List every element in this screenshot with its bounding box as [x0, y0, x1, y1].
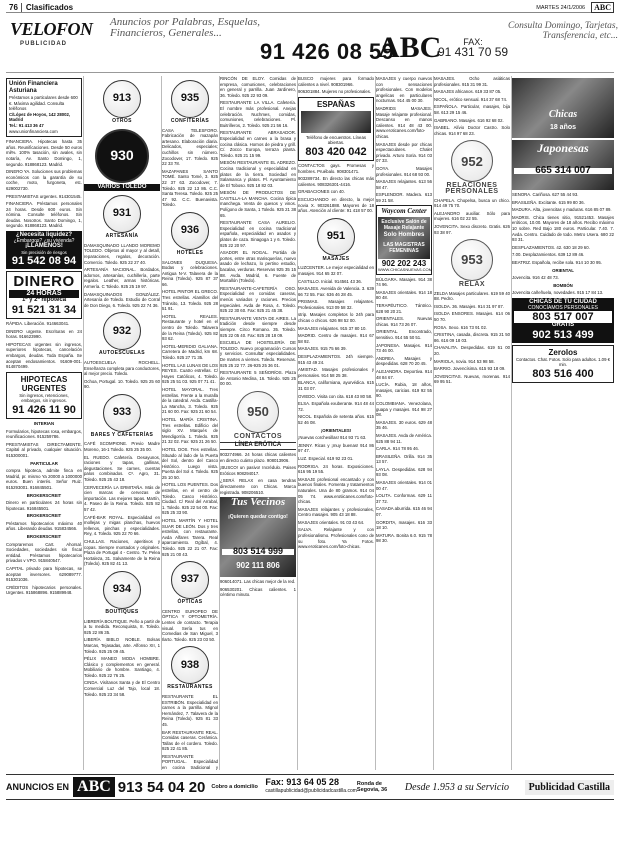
classified-item: JOVENCITA. Sexo discreto. Gratis. 626 93 38 97.: [434, 223, 510, 235]
section-label: ÓPTICAS: [177, 599, 203, 606]
tus-vecinos-sub: ¡Quieren quedar contigo!: [228, 514, 288, 521]
tus-vecinos-ad: [220, 497, 296, 577]
classified-item: CINDA. Visítanos Santa y de El Centro Comercial Luz del Tajo, local 18. Toledo. 925 23 34 58.: [84, 680, 160, 697]
classified-item: MARIOLA, novia. 914 53 98 58.: [434, 358, 495, 364]
classified-item: MASAJES relajantes. 613 56 58 47.: [376, 179, 432, 190]
classified-item: Ochoa, Portugal. 10. Toledo. 925 25 60 90.: [84, 378, 160, 390]
section-label: BOUTIQUES: [105, 608, 139, 615]
classified-item: CAPITAL privado para hipotecas, se aceptan inversores. 629089777. 915301036.: [6, 566, 82, 583]
classified-item: Dinero en particulares 24 horas sin hipotecas. 916845501.: [6, 500, 82, 511]
classified-item: ISABEL. Alívio Doctor Castro. Solo chicas. 914 97 68 23.: [434, 125, 510, 136]
classified-item: RESTAURANTE VENTA DE AIRES. La tradición desde siempre desde siempre. Circo Romano. 35. Toledo. 925 22 05 40. Fax: 925 28 18 09.: [220, 315, 296, 338]
japonesas-ad: [512, 140, 614, 190]
column-8: [512, 76, 614, 770]
classified-item: Compraremos Cart. Ahorsal. Sociedades, sociedades sin fiscal entidad. Préstamos hipotecarios privados v VPO. 915840547.: [6, 541, 82, 564]
footer-publicidad-castilla: Publicidad Castilla: [525, 780, 614, 795]
section-label: BARES Y CAFETERÍAS: [90, 431, 154, 438]
classified-item: ¿SERÁ RELAX en casa tendras directamente con Chicas. Marca registrada. 908206510.: [220, 478, 296, 495]
classified-item: RÁPIDA. Liberación. 914663041.: [6, 321, 70, 327]
classified-item: MASAJES relajantes y profesionales, Centro masajes. 905 43 18 88.: [298, 506, 374, 518]
page-number: 76: [6, 3, 22, 12]
banner-phone: 91 426 08 59: [260, 39, 395, 64]
classified-item: 903289734. En directo las chicas más calientes. 908326301-4416.: [298, 176, 374, 187]
classified-item: AMISTAD. Masajes profesionales y personales. 914 58 25 38.: [298, 367, 374, 378]
waycom-line2: Solo Hombres: [383, 232, 425, 239]
classified-heading: ¡ORIENTALES!: [320, 427, 352, 433]
classified-item: GORDITA, masajes. 616 33 18 10.: [376, 519, 432, 531]
section-badge-952: 952: [451, 140, 493, 182]
classified-item: compra hipoteca, admite finca en Madrid, pr. mismo Ya 20000 a 1000000 euros. Buen interés. Señor Ruiz. 915293001. 916845501.: [6, 468, 82, 490]
classified-item: MATURA. Bonita 6.0. 915 78 98 30.: [376, 532, 432, 544]
classified-item: ISOLDA. 36. Masajes. 914 31 97 87.: [434, 303, 504, 309]
classified-item: DESPLAZAMIENTOS. 42. 630 18 29 60.: [512, 244, 590, 250]
section-label: RELACIONES PERSONALES: [445, 182, 499, 195]
classified-item: Jovencita. 916 42 48 73.: [512, 275, 559, 281]
classified-item: GABRIANO. Masajes. 616 92 68 02.: [434, 117, 504, 123]
classified-item: CAFÉ SCOMPIONE. Previo Madre Moreno, 16-1 Toledo. 925 25 35 00.: [84, 441, 160, 453]
fax-label: FAX:: [463, 37, 483, 47]
classified-item: CERVECERÍA LA ERMITAÑA. Más de cien marcas de cervezas de importación. Las mejores tapas. Martín, 4. Paseo de la Reina. Toledo. 925 82 57 42.: [84, 484, 160, 512]
section-label: RESTAURANTES: [167, 684, 213, 691]
page-date: MARTES 24/1/2006: [536, 4, 586, 11]
classified-item: CAFÉ-BAR ROYAL. Especialidad en mollejas y migas planchas, huevos rellenos, pinchas y especialidades. Rey, 4. Toledo. 925 22 70 66.: [84, 514, 160, 537]
tus-vecinos-phone1: 803 514 999: [222, 549, 294, 555]
classified-item: ESCUCHANDO en directo, la mejor novia X. 903261888. Mayores de 18 años. Atención al cliente: 91 418 57 00.: [298, 196, 374, 214]
classified-heading: BROKERSCREIT: [26, 492, 62, 498]
section-badge-931: 931: [103, 195, 141, 233]
classified-item: MASAJES orientales. 914 01 00 47.: [376, 480, 432, 491]
column-4: [220, 76, 296, 770]
waycom-line1: Exclusive Salón de Masaje Relajante: [381, 219, 427, 232]
classified-item: ROSA. Sexo. 616 73 91 02.: [434, 324, 488, 330]
classified-item: ALEJANDRA. Deportiva. 914 48 84 67.: [376, 368, 432, 380]
classified-item: 906301884. Mujeres no profesionales.: [298, 89, 372, 95]
section-label: VARIOS TOLEDO: [84, 184, 160, 192]
classified-item: HOTEL LAS LUNAS DE LOS REYES. Cuatro estrellas. C/ Hayes Católicos, 4. Toledo. 925 25 51 03. 925 07 71 41.: [162, 362, 218, 385]
classified-heading: INTERIAN: [33, 420, 55, 426]
liquidez-line3: ¡LLÁMENOS!: [25, 243, 63, 250]
classified-item: LOLITA. Conformas. 629 11 37 72.: [376, 493, 432, 504]
footer-desde: Desde 1.953 a su Servicio: [404, 781, 510, 793]
dinero-ad: [6, 271, 82, 319]
section-badge-951: 951: [317, 218, 355, 256]
banner-tagline-right: Consulta Domingo, Tarjetas, Transferencia, etc...: [508, 21, 618, 41]
classified-item: CARLA. 914 78 95 46.: [376, 446, 419, 452]
classified-item: MASAJES relajantes. 915 37 80 10.: [298, 325, 367, 331]
classified-heading: BROKERSCREIT: [26, 513, 62, 519]
classified-item: SENORA. Cariñosa. 627 55 44 93.: [512, 192, 579, 197]
classified-item: OVIEDO. Visita con cita. 618 43 80 58.: [298, 393, 373, 399]
espanas-title: ESPAÑAS: [316, 99, 356, 109]
section-label: RELAX: [458, 281, 486, 289]
dinero-phone: 91 521 31 34: [11, 304, 77, 317]
zerolos-body: Contactos. Chat. Fotos. Solo para adultos. 1.09 € min.: [515, 356, 611, 368]
classified-item: RESTAURANTE CASA AURELIO. Especialidad en cocina tradicional española, especialidad en asados y platos de caza. Sinagoga 1 y 6. Toledo. 925 22 20 97.: [220, 220, 296, 248]
classified-item: AUTOESCUELA ROCHELL. Enseñanza completa para conductores, al mejor precio. Toledo.: [84, 359, 160, 377]
union-ad-address: C/López de Hoyos, 142 28002, Madrid: [9, 111, 71, 123]
classified-item: DAMASQUINADOS GONZÁLEZ. Artesanía de Toledo. Estudio de Corral de Don Diego, 6. Toledo. 925 22 74 36.: [84, 291, 160, 308]
dinero-title: DINERO: [13, 273, 75, 291]
japonesas-phone: 665 314 007: [514, 168, 612, 174]
section-title: Clasificados: [25, 3, 74, 12]
zerolos-title: Zerolos: [548, 347, 578, 357]
classified-item: TERAPÉUTICO. Tántrico. 628 90 20 21.: [376, 303, 432, 314]
section-badge-936: 936: [171, 212, 209, 250]
classified-item: MASAJES. 915 75 66 39.: [298, 346, 347, 352]
banner-tagline-left: Anuncios por Palabras, Esquelas, Financieros, Generales...: [110, 16, 261, 39]
classified-item: MASAJES africanos. 619 33 87 05.: [434, 89, 502, 95]
tus-vecinos-title: Tus Vecinos: [230, 497, 286, 509]
banner-brand: ABC: [378, 31, 442, 64]
classified-item: DINERO urgente. Escrituras en 24 horas. 916623990.: [6, 328, 82, 340]
liquidez-line4: Sin precisión de riesgos: [21, 249, 67, 255]
espanas-ad: [298, 97, 374, 161]
classified-item: JOVENCITAS. Nuevas, morenas. 914 69 95 51.: [434, 373, 510, 385]
classified-item: 906530201. Chicas calientes. 1 céntimo minuto.: [220, 586, 296, 598]
waycom-title: Waycom Center: [381, 207, 427, 216]
tus-vecinos-phone2: 902 111 806: [236, 561, 280, 571]
classified-item: RESTAURANTE-CAFETERÍA OSO. Especialidad en comidas caseras, menús variados y raciones. Precios especiales. Avda de Rosa, 4. Toledo. 925 22 30 60. Fax: 925 21 45 38.: [220, 285, 296, 314]
zerolos-ad: [512, 345, 614, 383]
classified-item: SALONES DUQUESA. Bodas y celebraciones. Antigua N-V. Talavera de la Reina (Toledo). 925 87 37 66.: [162, 259, 218, 287]
section-label: OTROS: [112, 118, 132, 124]
column-6: [376, 76, 432, 770]
chicas-ciudad-phone1: 803 517 007: [514, 311, 612, 323]
chicas-ciudad-line1: CHICAS DE TU CIUDAD: [529, 298, 597, 305]
waycom-photo: [378, 217, 430, 259]
section-label: ARTESANÍA: [105, 233, 139, 240]
classified-item: Préstamos hipotecarios máximo 40 años. Liberando deudas. 915834566.: [6, 520, 82, 532]
classified-item: ANDREA. Masajes y despedidas. 628 70 20 45.: [376, 355, 432, 367]
union-ad-phone: Tel.: 91 413 36 47: [9, 122, 44, 128]
classified-item: BUSCO mujeres para formado calientes a nivel. 908301966.: [298, 76, 374, 87]
liquidez-ad: [6, 231, 82, 269]
classified-item: BAR RESTAURANTE REAL. Comidas caseras. Cerámica. Tallas de el cordero. Toledo. 925 22 41 85.: [162, 729, 218, 752]
classified-item: JENNY. Ricas y ¡muy buenas! 914 86 97 47.: [298, 442, 374, 454]
classified-item: strip. Masajes completos lo 24h para chicas o chicos. 626 98 52 00.: [298, 312, 374, 324]
classified-item: EL RUEDO. Cafetería. Desayunos, raciones y tapas, gallinas, degustaciones. Se carnes, cuentas palos combinados. Cº. Agro, 31. Toledo. 925 25 43 18.: [84, 454, 160, 483]
classified-item: CASADA aburrida. 615 46 94 07.: [376, 506, 432, 518]
column-3: [162, 76, 218, 770]
classified-item: ¡Nuevas corchesillas! 914 93 71 63.: [298, 435, 367, 441]
classified-heading: PARTICULAR: [30, 460, 58, 466]
dinero-hint: 1ª y 2ª hipoteca: [21, 297, 67, 304]
velofon-logo-word: VELOFON: [10, 19, 93, 39]
classified-item: NICOL. Española de setenta años. 615 52 46 08.: [298, 414, 374, 425]
section-badge-933: 933: [103, 394, 141, 432]
classified-item: MADURA. Alta, jovencitas y maduras. 616 85 07 89.: [512, 207, 612, 213]
classified-item: MASAJES orientales. 91 03 43 64.: [298, 519, 365, 525]
japonesas-title: Japonesas: [537, 141, 589, 155]
chicas-ciudad-line3: GRATIS: [551, 322, 575, 329]
classified-item: MASAJE profesional encantado y con buenos finales. Fomenta y tratamientos naturales. Una de 80 gramos. 914 04 05 74. www.erotiicanes.com/foto-chicas.: [298, 476, 374, 505]
classified-item: HOTEL DOS. Tres estrellas. Situado al lado de la Puerta del Sol, dentro del Casco Histórico. Luego vista. Puerta del Sol 4. Toledo. 925 25 10 50.: [162, 446, 218, 480]
top-banner: [6, 15, 618, 73]
hipotecas-title: HIPOTECAS URGENTES: [20, 374, 68, 393]
classified-item: MESÓN RESTAURANTE EL ADREZO. Cocina tradicional y especialidad en platos de la tierra. Sociedad en Salamanca y platos. Pl. Ayuntamiento de El Toboso. 925 18 82 03.: [220, 160, 296, 188]
union-ad-title: Unión Financiera Asturiana: [9, 81, 58, 94]
waycom-foot: WWW.CHICASNUEVAS.COM: [378, 267, 432, 273]
classified-item: LIBERÍA BIBLO NOBLE. Bolsas Marcas, Tejasadas, arte. Alfonso XII, 1 Toledo. 925 25 09 45.: [84, 637, 160, 654]
classified-item: LAYLA. Despedidas. 628 94 93 08.: [376, 466, 432, 478]
waycom-line3: LAS MAGISTRAS FEMENINAS: [383, 242, 425, 255]
classified-item: RINCÓN DE ELOY. Comidas de empresa, comuniones, celebraciones en general y parrilla. Juan Jardinero, 36. Toledo. 925 22 93 09.: [220, 76, 296, 98]
classified-item: BRASILEÑA. Orilla. 914 35 13 57.: [376, 453, 432, 465]
classified-item: 7.00. Desplazamientos. 639 12 89 46.: [512, 252, 585, 258]
column-7: [434, 76, 510, 770]
fax-number: 91 431 70 59: [438, 45, 509, 59]
classified-item: FINANCIERA. Préstamos personales 24 horas. Desde 600 euros. Sin nómina. Consulte teléfonos. Sin deudas. Nosotros. Santo Domingo, 1, segundo. 918868123. Madrid.: [6, 201, 82, 229]
footer-brand: ABC: [73, 777, 115, 797]
banner-fax: [438, 37, 508, 57]
classified-item: BÚLGARA. Masajes. 914 38 74 96.: [376, 276, 432, 288]
classified-item: BARRIO. Jovencísima. 615 93 18 09.: [434, 366, 506, 372]
classified-item: BEATRIZ. Española, recibe sola. 914 10 30 95.: [512, 259, 602, 265]
section-label: HOTELES: [176, 249, 204, 256]
liquidez-phone: 91 542 08 94: [11, 255, 77, 268]
column-5: [298, 76, 374, 770]
union-ad-web: www.unionfinanciera.com: [9, 128, 58, 134]
classified-item: SALVA. Relajante y con profesionalismo. Profesionales cono de su foto. Ya Fotos. www.eroticanes.com/foto-chicas.: [298, 527, 374, 550]
footer-cobro: Cobro a domicilio: [211, 783, 258, 790]
velofon-logo-sub: PUBLICIDAD: [20, 41, 67, 47]
classified-item: GRABACIONES con 40.: [298, 189, 345, 195]
section-badge-953: 953: [451, 239, 493, 281]
classified-item: CASTILLO. Inicial. 914561 43 36.: [298, 278, 363, 284]
classified-item: ARTESANÍA NACIONAL. Bordados, adornos, artesanías, cuchillería, parte regalos. Leather, armas históricas. Armería. C Toledo. 925 25 19 97.: [84, 267, 160, 289]
footer-ronda: Ronda de Segovia, 36: [356, 780, 388, 793]
classified-item: HOTEL-MERIDIO GALIANA. Carretera de Madrid, km 68. Toledo. 925 27 71 35.: [162, 343, 218, 360]
classified-item: MASAJES y cuerpo nuevos con sensaciones profesionales. Con modelos angelicas en particulares nocturnas. 914 45 00 30.: [376, 76, 432, 104]
subsection-label: LÍNEA ERÓTICA: [220, 442, 296, 450]
classified-item: HOTEL REALES. Restaurante y hotel en el centro de Toledo. Talavera de la Reina (Toledo). 925 82 93 62.: [162, 313, 218, 342]
section-badge-932: 932: [103, 312, 141, 350]
section-label: CONFITERÍAS: [170, 118, 210, 124]
classified-item: PRISMAS. Masajes relajantes. Profesionales. 913 09 58 32.: [298, 299, 374, 310]
classified-item: CASA TELESFORO. Fabricación de mazapán artesano. Elaboración diaria. Delicados, especiales; cuchillos sin número. Zocodover, 17. Toledo. 925 22 33 78.: [162, 127, 218, 167]
section-label: CONTACTOS: [233, 432, 283, 440]
classified-item: PRESTAMISTAS urgentes. 914301545.: [6, 193, 82, 199]
classified-item: HOTEL MARÍA CRISTINA. Tres estrellas. Edificio del siglo XV. Marqués de Mendigorría. 1. Toledo. 925 21 32 02. Fax: 925 21 26 50.: [162, 416, 218, 445]
section-label: MASAJES: [322, 255, 350, 262]
classified-item: 903274966. 24 horas chicas calientes en directo cuánto plazo. 908013906.: [220, 452, 296, 463]
hipotecas-ad: [6, 372, 82, 419]
classified-item: MASAJES orientales. 914 18 80 48.: [376, 289, 432, 301]
column-1: [6, 76, 82, 770]
footer-anuncios: ANUNCIOS EN: [6, 782, 70, 792]
zerolos-phone: 803 516 400: [532, 367, 594, 380]
classified-item: FINANCIERA. Hipotecas hasta 35 años. Reunificaciones. Desde 50 euros mil%. 100% tasación, sin avales, sin notaría, Av. Santo Domingo, 1, segundo. 918868123. Madrid.: [6, 139, 82, 167]
section-badge-937: 937: [171, 561, 209, 599]
classified-item: ZELDA Masajes particulares. 619 59 40 88. Pedro.: [434, 290, 510, 302]
dinero-sub: 24 HORAS: [9, 290, 79, 298]
classified-item: MADRIS. Chica tienes sitio, 91521453. Masajes eróticos, 10.00. Mayores de 18 años. Recibo máximo 10 sobre. Red Bajo 180 euros. Particular. 7.40. 7. Avda. Centro. Cuidado de todo. Metro Usera. 680 22 93 31.: [512, 214, 614, 243]
classified-item: ORIENTALES. Nuevas chicas. 914 73 26 07.: [376, 316, 432, 327]
classified-item: ESPLENDOR. Madera. 613 59 21 58.: [376, 192, 432, 203]
classified-item: RESTAURANTE ABRASADOR. Especialidad en carnes a la brasa y cocina clásica. Hornos de piedra y grill. C/. Zocco Europa, terraza planta. Toledo. 925 21 15 99.: [220, 130, 296, 158]
classified-item: HOTEL PINTOR EL GRECO. Tres estrellas. Alamillos del Tránsito, 13. Toledo. 925 28 51 91.: [162, 289, 218, 312]
classified-item: RESTAURANTE 5 SEÑORÍOS. Plaza de Antonio Medina, 16. Toledo. 925 25 00 00.: [220, 370, 296, 387]
waycom-center-ad: [376, 205, 432, 274]
waycom-phone: 902 202 243: [381, 259, 427, 269]
classified-item: ISOLDA ENSORES. Masajes. 614 06 50 70.: [434, 311, 510, 323]
hipotecas-phone: 91 426 11 90: [12, 403, 76, 416]
section-badge-935: 935: [171, 80, 209, 118]
classified-item: HIPOTECAS urgentes sin ingresos, superiores hipotecas, cancelación embargos, deudas. Toda España. Se aceptan endosamientos. 91609-001. 914870499.: [6, 341, 82, 370]
footer-banner: [6, 774, 614, 800]
footer-email: castillapublicidad@publicidadcastilla.com: [265, 788, 357, 794]
brand-logo-small: ABC: [591, 2, 614, 13]
classified-item: MADRIDS MASAJES. Masaje relajante profesional. Descanso en manos calientes. 914 48 43 00. www.eroticanes.com/foto-chicas.: [376, 105, 432, 139]
espanas-phone: 803 420 042: [305, 145, 367, 158]
classified-item: DESPLAZAMIENTOS. 24h siempre. 915 43 49 24.: [298, 354, 374, 365]
union-financiera-ad: [6, 78, 82, 137]
liquidez-line2: ¿Embargos? ¿su vivienda?: [13, 237, 75, 244]
section-badge-930: 930: [95, 129, 149, 183]
classified-item: HOTEL LOS PUENTES. Dos estrellas, en el centro de Toledo. Casco Histórico. Ciudad. C/ Real del Arrabal, 1. Toledo. 925 22 54 00. Fax: 925 25 33 90.: [162, 482, 218, 516]
chicas-18-title: Chicas: [548, 109, 578, 120]
velofon-logo: [8, 17, 104, 53]
classified-item: HOTEL MARTÍN Y HOTEL SUAR DE LEÓN. Dos y tres estrellas, con restaurante. Avda Alfares Tarera. Real aparcamiento. Ogíbal, 4. Toledo. 925 22 21 07. Fax: 925 21 00 43.: [162, 518, 218, 557]
chicas-18-ad: [512, 78, 614, 138]
classified-item: ASADOR EL NOGAL. Portida de portes, entre otras marisquerías, nuevo asado de lechazo, lo pertino estudio, bacalao, verduras. Reservas 925 35 15 88. Avda. Madrid, 6. Fuente de Mortallón (Toledo).: [220, 250, 296, 284]
classified-item: MASAJES desde por chicas espectaculares. Chalet privado. Arturo Soria. 914 03 07 33.: [376, 141, 432, 164]
classified-item: RODRIGA. 24 horas. Exposiciones. 616 95 19 55.: [298, 463, 374, 475]
classified-item: LIBRERÍA BOUTIQUE. Peño a partir de a tu medida. Reconquista, 8. Toledo. 925 22 86 35.: [84, 618, 160, 635]
classified-item: MASAJES. Ocho asiáticas profesionales. 915 31 99 31.: [434, 76, 510, 87]
chicas-ciudad-ad: [512, 298, 614, 343]
classified-item: JAPONESA. Masajes. 914 73 46 00.: [376, 342, 432, 354]
espanas-photo: [301, 111, 371, 133]
classified-heading: BOMBÓN: [553, 282, 573, 288]
section-label: AUTOESCUELAS: [98, 350, 146, 357]
page-header: [6, 3, 614, 13]
classified-item: LUZ. Especial. 619 92 23 01.: [298, 455, 354, 461]
classified-item: Formularios, hipotecas rosa, embargos, reunificaciones. 915259786.: [6, 428, 82, 440]
classified-item: DAMASQUINADO LLANDO MOREMO TOLEDO. Objetos al mayor y al detall, reparaciones, regalos, decoración. Comercio. Toledo. 925 22 27 40.: [84, 242, 160, 265]
classified-item: COLOMBIANA. Venezolana, guapa y masajes. 914 98 27 08.: [376, 400, 432, 418]
footer-contact: [261, 778, 357, 796]
classified-item: ESPAÑOLA. Particular, masajes, bija 58. 613 29 15 46.: [434, 104, 510, 115]
hipotecas-body: Sin ingresos, retenciones, embargos, sin ingresos.: [19, 392, 69, 404]
section-badge-950: 950: [237, 391, 279, 433]
classified-item: CONTACTOS gays. Promesas y hombres. Pruébalo. 908301471.: [298, 162, 374, 174]
classified-item: ORIENTAL. Encontrado, sensitivo. 914 55 50 51.: [376, 329, 432, 340]
classified-item: CRISTINA, casada, discreta. 915 21 50 86. 616 09 18 03.: [434, 332, 510, 343]
liquidez-line1: ¿Necesita liquidez?: [15, 232, 72, 239]
chicas-18-sub: 18 años: [549, 124, 577, 131]
classified-item: GOYA. Masajes profesionales. 914 68 93 00.: [376, 165, 432, 177]
classified-item: LUZCENTER. Le mejor especialidad en masajes. 914 65 32 07.: [298, 265, 374, 276]
classified-item: BLANCA, californiana, ayurvédica. 615 31 03 07.: [298, 380, 374, 391]
footer-phone: 913 54 04 20: [117, 778, 206, 796]
espanas-body: Teléfono de encuentros. Líneas abiertas.: [306, 134, 366, 146]
classified-item: MESÓN DE PRODUCTOS DE CASTILLA-LA MANCHA. Cocina típica manchega. Venta de quesos y vinos. Polígono de Santa, 1 Toledo. 925 21 38 65.: [220, 190, 296, 218]
classified-item: Jovencita cañeñuela, novedades. 915 17 84 13.: [512, 290, 604, 296]
classified-item: MASAJES. Avenida de Valencia. 3. 639 66 72 55. Fax: 636 46 28 45.: [298, 286, 374, 297]
classified-item: RESTAURANTE LA VILLA. Cafetería. El nombre más profesional. Anejas celebración. Nuchmes, comidas, comuniones, celebraciones. Pl. Buitrilleros, 2. Toledo. 925 21 56 16.: [220, 100, 296, 128]
column-2: [84, 76, 160, 770]
classified-heading: ORIENTAL: [552, 267, 574, 273]
section-badge-938: 938: [171, 646, 209, 684]
footer-fax: Fax: 913 64 05 28: [265, 777, 339, 787]
classified-item: CHAVALITA. Despedidas. 619 51 00 20.: [434, 345, 510, 357]
classified-item: 906014071. Las chicas mejor de la red.: [220, 579, 296, 585]
classified-item: HOTEL MAYORAL. Tres estrellas. Frente a la muralla de la catedral. Avda. Castilla-La Mancha, 3. Toledo. 925 21 60 00. Fax: 925 21 60 54.: [162, 386, 218, 415]
classified-item: DINERO YA. Soluciones sus problemas económicos con la garantía de su coche, moto, furgoneta, etc. 629002730.: [6, 169, 82, 191]
classified-item: MASAJES. 30 euros. 629 48 35 46.: [376, 419, 432, 431]
chicas-ciudad-line2: CONOCÍAMOS PERSONALES: [527, 304, 598, 311]
classified-item: ELSA. Española exuberante. 914 48 44 72.: [298, 401, 374, 412]
classified-heading: BROKERSCREIT: [26, 534, 62, 540]
classified-item: CHULLAS. Raciones, aperitivos y copas. Siempre montados y originales. Plaza de Portugal 4 - Centro. Tv. Pelea Hortaleza, 31. Salvamente de la Reina (Toledo). 925 82 41 13.: [84, 538, 160, 567]
classified-item: CENTRO EUROPEO DE ÓPTICA Y OPTOMETRÍA. Lentes de contacto. Terapia visual. Sería tus en Comedias de San Miguel, 3 Ilarto. Toledo. 925 23 03 50.: [162, 608, 218, 642]
classified-item: ALEJANDRO auxiliar. Sólo para mujeres. 616 02 22 55.: [434, 210, 510, 222]
section-badge-934: 934: [103, 571, 141, 609]
classified-item: RESTAURANTE EL ESTRIBÓN. Especialidad en carnes a la parrilla. Mignol Hernández, 7. Talavera de la Reina (Toledo). 925 81 33 45.: [162, 693, 218, 727]
classified-item: LUCÍA. Rubia, 18 años, masajes, caricias. 619 92 55 90.: [376, 382, 432, 399]
classified-item: ¡BUSCO! un pasivo! Incrédulo. Paises Eróticos 908294017.: [220, 465, 296, 476]
classified-item: ESCUELA DE HOSTELERÍA DE TOLEDO. Nuevo programación Cursos y servicios. Consultar especialidades. De martes a viernes. Toledo. Reservas. 925 25 22 77. 26-925 25 36 01.: [220, 340, 296, 368]
classified-item: PÉLIX MANEO MODA HOMBRE. Clásico y complementos en general. Mobiliario de hombre. Santiago, 4. Toledo. 925 22 76 25.: [84, 656, 160, 678]
classified-item: MAZAPANES SANTO TOMÉ. Santo Tomé, 3. 925 22 37 63. Zocodover, 7. Toledo. 925 22 13 86. C.C. Santa Teresa. Toledo. 925 25 47 92. C.C. Buenavista. Toledo.: [162, 168, 218, 208]
classified-item: CHAPELA. Chopelsa, busca un chico. 914 49 75 70.: [434, 197, 510, 209]
classified-item: NICOL, erótico sensual. 914 37 68 74.: [434, 96, 508, 102]
section-badge-913: 913: [103, 80, 141, 118]
union-ad-body: Préstamos a particulares desde 600 €. Máxima agilidad. Consulta teléfonos: [9, 95, 78, 112]
classified-item: MADRID. Centro de masajes. 914 67 58 92.: [298, 333, 374, 344]
classified-item: BRASILEÑA. Excitante. 615 99 80 36.: [512, 199, 585, 205]
classified-item: CRÉDITOS hipotecarios personales. Urgentes. 915868896. 915889948.: [6, 584, 82, 596]
classified-item: MASAJES. Avda de América. 625 88 94 11.: [376, 432, 432, 444]
chicas-ciudad-phone2: 902 513 499: [532, 328, 594, 341]
classified-item: RESTAURANTE PORTUGAL. Especialidad en cocina tradicional y: [162, 753, 218, 770]
classified-item: PRESTAMISTAS DIRECTAMENTE. Capital al privado, cualquier situación. 915300001.: [6, 441, 82, 458]
